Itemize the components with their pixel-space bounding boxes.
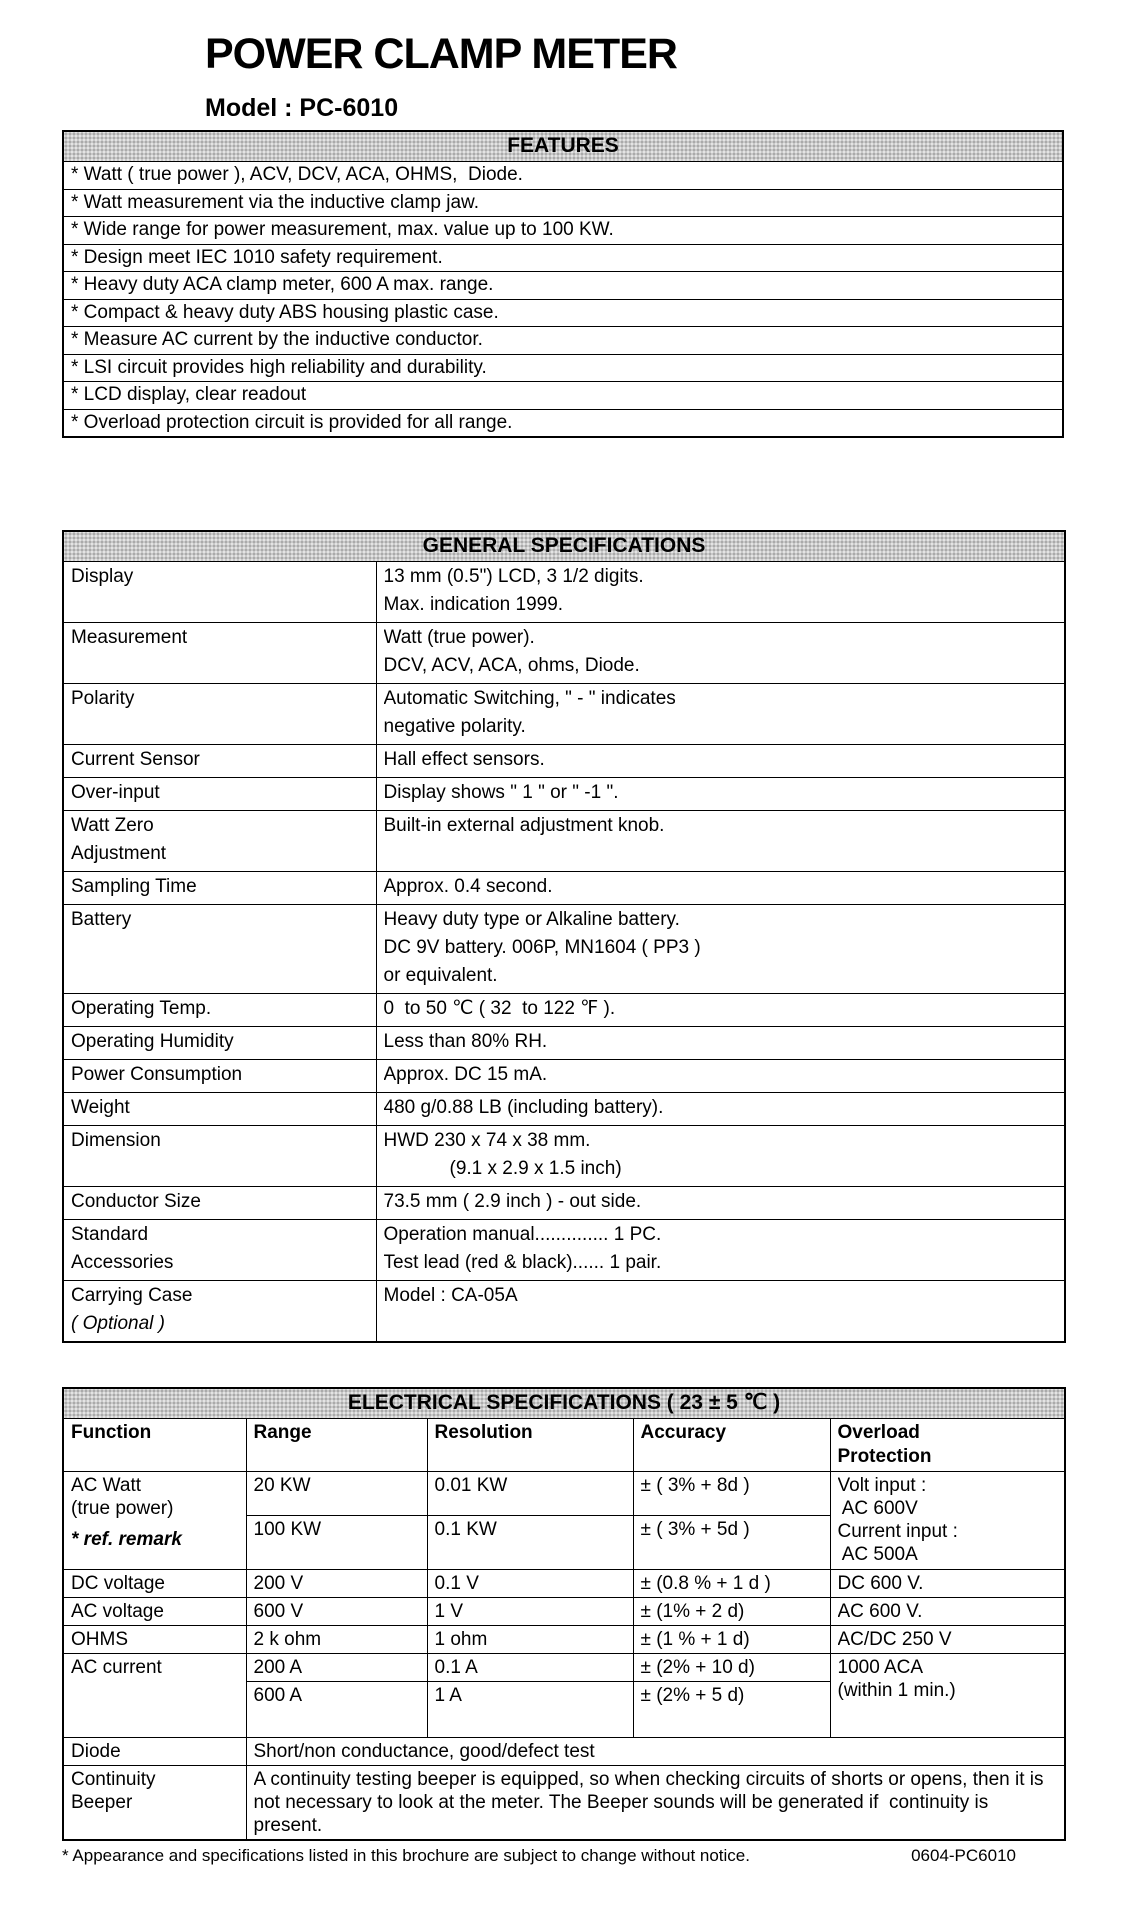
feature-item: * Watt ( true power ), ACV, DCV, ACA, OHMS, Diode. bbox=[63, 162, 1063, 190]
spec-label: Polarity bbox=[71, 688, 135, 709]
footnote-text: * Appearance and specifications listed in this brochure are subject to change without notice. bbox=[62, 1846, 750, 1865]
overload-cell-ac-current bbox=[830, 1654, 1065, 1738]
accuracy-value: ± (0.8 % + 1 d ) bbox=[640, 1573, 771, 1594]
feature-row bbox=[63, 327, 1063, 355]
range-value: 600 V bbox=[253, 1601, 304, 1622]
resolution-value: 1 A bbox=[434, 1685, 462, 1706]
feature-row bbox=[63, 409, 1063, 437]
feature-row bbox=[63, 299, 1063, 327]
spec-value-line: 480 g/0.88 LB (including battery). bbox=[383, 1097, 664, 1118]
overload-line: Volt input : bbox=[837, 1475, 927, 1496]
accuracy-value: ± (1% + 2 d) bbox=[640, 1601, 745, 1622]
feature-item: * Compact & heavy duty ABS housing plastic case. bbox=[63, 299, 1063, 327]
spec-label: Operating Humidity bbox=[71, 1031, 234, 1052]
feature-row bbox=[63, 162, 1063, 190]
overload-line: Current input : bbox=[837, 1521, 958, 1542]
general-header-row bbox=[63, 531, 1065, 562]
ref-remark: * ref. remark bbox=[71, 1529, 182, 1550]
electrical-specifications-table bbox=[62, 1387, 1066, 1841]
accuracy-value: ± (2% + 5 d) bbox=[640, 1685, 745, 1706]
column-header-overload-protection: Overload Protection bbox=[830, 1419, 1065, 1472]
spec-label: Weight bbox=[71, 1097, 130, 1118]
function-value: AC current bbox=[71, 1657, 162, 1678]
feature-item: * LCD display, clear readout bbox=[63, 382, 1063, 410]
spec-row-power-consumption bbox=[63, 1060, 1065, 1093]
model-subtitle: Model : PC-6010 bbox=[205, 94, 399, 122]
column-header-range: Range bbox=[246, 1419, 427, 1472]
column-header-accuracy: Accuracy bbox=[633, 1419, 830, 1472]
accuracy-value: ± (1 % + 1 d) bbox=[640, 1629, 750, 1650]
spec-label-optional: ( Optional ) bbox=[71, 1313, 165, 1334]
function-value: Diode bbox=[71, 1741, 121, 1762]
spec-value-line: Test lead (red & black)...... 1 pair. bbox=[383, 1252, 662, 1273]
spec-value-line: Approx. 0.4 second. bbox=[383, 876, 553, 897]
spec-value-line: or equivalent. bbox=[383, 965, 498, 986]
accuracy-value: ± ( 3% + 5d ) bbox=[640, 1519, 750, 1540]
column-header-function: Function bbox=[63, 1419, 246, 1472]
spec-label: Watt Zero Adjustment bbox=[71, 815, 167, 864]
overload-value: DC 600 V. bbox=[837, 1573, 924, 1594]
spec-row-conductor-size bbox=[63, 1187, 1065, 1220]
spec-label: Battery bbox=[71, 909, 132, 930]
spec-value-line: Max. indication 1999. bbox=[383, 594, 564, 615]
feature-row bbox=[63, 189, 1063, 217]
feature-item: * Watt measurement via the inductive clamp jaw. bbox=[63, 189, 1063, 217]
feature-item: * Overload protection circuit is provided for all range. bbox=[63, 409, 1063, 437]
spec-value-line: Automatic Switching, " - " indicates bbox=[383, 688, 676, 709]
spec-value-line: negative polarity. bbox=[383, 716, 526, 737]
resolution-value: 1 ohm bbox=[434, 1629, 488, 1650]
spec-value-line: Built-in external adjustment knob. bbox=[383, 815, 665, 836]
spec-value-line: 0 to 50 ℃ ( 32 to 122 ℉ ). bbox=[383, 998, 616, 1019]
resolution-value: 0.1 V bbox=[434, 1573, 479, 1594]
spec-row-polarity bbox=[63, 684, 1065, 745]
spec-label: Carrying Case bbox=[71, 1285, 193, 1306]
spec-value-line: Watt (true power). bbox=[383, 627, 535, 648]
feature-row bbox=[63, 272, 1063, 300]
continuity-description: A continuity testing beeper is equipped, so when checking circuits of shorts or opens, then it is not necessary to look at the meter. The Beeper sounds will be generated if continuity is present. bbox=[253, 1769, 1055, 1836]
spec-label: Measurement bbox=[71, 627, 188, 648]
spec-row-current-sensor bbox=[63, 745, 1065, 778]
resolution-value: 0.1 A bbox=[434, 1657, 478, 1678]
feature-item: * Design meet IEC 1010 safety requirement. bbox=[63, 244, 1063, 272]
spec-row-operating-temp bbox=[63, 994, 1065, 1027]
overload-value: AC 600 V. bbox=[837, 1601, 923, 1622]
spec-label: Current Sensor bbox=[71, 749, 200, 770]
spec-value-line: Hall effect sensors. bbox=[383, 749, 545, 770]
range-value: 100 KW bbox=[253, 1519, 322, 1540]
resolution-value: 0.1 KW bbox=[434, 1519, 497, 1540]
features-header-row bbox=[63, 131, 1063, 162]
spec-value-line: HWD 230 x 74 x 38 mm. bbox=[383, 1130, 591, 1151]
elec-row-ac-watt-20kw bbox=[63, 1472, 1065, 1516]
electrical-column-header-row bbox=[63, 1419, 1065, 1472]
range-value: 200 A bbox=[253, 1657, 303, 1678]
spec-row-weight bbox=[63, 1093, 1065, 1126]
spec-row-standard-accessories bbox=[63, 1220, 1065, 1281]
function-value: OHMS bbox=[71, 1629, 128, 1650]
spec-label: Power Consumption bbox=[71, 1064, 243, 1085]
function-line: (true power) bbox=[71, 1498, 174, 1519]
spec-label: Conductor Size bbox=[71, 1191, 201, 1212]
function-value: DC voltage bbox=[71, 1573, 165, 1594]
elec-row-ac-voltage bbox=[63, 1598, 1065, 1626]
spec-value-line: 13 mm (0.5") LCD, 3 1/2 digits. bbox=[383, 566, 644, 587]
spec-label: Dimension bbox=[71, 1130, 161, 1151]
resolution-value: 1 V bbox=[434, 1601, 464, 1622]
feature-row bbox=[63, 354, 1063, 382]
spec-value-line: (9.1 x 2.9 x 1.5 inch) bbox=[449, 1158, 622, 1179]
feature-item: * LSI circuit provides high reliability and durability. bbox=[63, 354, 1063, 382]
overload-line: 1000 ACA bbox=[837, 1657, 924, 1678]
function-cell-ac-current bbox=[63, 1654, 246, 1738]
spec-value-line: 73.5 mm ( 2.9 inch ) - out side. bbox=[383, 1191, 642, 1212]
elec-row-ohms bbox=[63, 1626, 1065, 1654]
feature-item: * Wide range for power measurement, max. value up to 100 KW. bbox=[63, 217, 1063, 245]
overload-line: AC 600V bbox=[837, 1498, 918, 1519]
spec-value-line: Model : CA-05A bbox=[383, 1285, 518, 1306]
document-code: 0604-PC6010 bbox=[911, 1846, 1016, 1865]
function-line: Continuity bbox=[71, 1769, 156, 1790]
electrical-header-row bbox=[63, 1388, 1065, 1419]
feature-row bbox=[63, 217, 1063, 245]
spec-row-watt-zero-adjustment bbox=[63, 811, 1065, 872]
spec-row-measurement bbox=[63, 623, 1065, 684]
function-line: AC Watt bbox=[71, 1475, 142, 1496]
overload-line: AC 500A bbox=[837, 1544, 918, 1565]
spec-value-line: DCV, ACV, ACA, ohms, Diode. bbox=[383, 655, 640, 676]
elec-row-ac-current-200a bbox=[63, 1654, 1065, 1682]
spec-value-line: Operation manual.............. 1 PC. bbox=[383, 1224, 662, 1245]
feature-row bbox=[63, 244, 1063, 272]
diode-description: Short/non conductance, good/defect test bbox=[253, 1741, 595, 1762]
spec-label: Standard Accessories bbox=[71, 1224, 174, 1273]
general-specifications-header: GENERAL SPECIFICATIONS bbox=[63, 531, 1065, 562]
accuracy-value: ± (2% + 10 d) bbox=[640, 1657, 755, 1678]
spec-label: Sampling Time bbox=[71, 876, 197, 897]
accuracy-value: ± ( 3% + 8d ) bbox=[640, 1475, 750, 1496]
function-line: Beeper bbox=[71, 1792, 133, 1813]
range-value: 20 KW bbox=[253, 1475, 311, 1496]
function-value: AC voltage bbox=[71, 1601, 164, 1622]
features-header: FEATURES bbox=[63, 131, 1063, 162]
feature-row bbox=[63, 382, 1063, 410]
spec-row-sampling-time bbox=[63, 872, 1065, 905]
features-table bbox=[62, 130, 1064, 438]
electrical-specifications-header: ELECTRICAL SPECIFICATIONS ( 23 ± 5 ℃ ) bbox=[63, 1388, 1065, 1419]
elec-row-continuity-beeper bbox=[63, 1766, 1065, 1841]
general-specifications-table bbox=[62, 530, 1066, 1343]
spec-value-line: Heavy duty type or Alkaline battery. bbox=[383, 909, 680, 930]
overload-cell-ac-watt bbox=[830, 1472, 1065, 1570]
overload-line: (within 1 min.) bbox=[837, 1680, 956, 1701]
spec-row-dimension bbox=[63, 1126, 1065, 1187]
spec-value-line: Display shows " 1 " or " -1 ". bbox=[383, 782, 619, 803]
spec-row-display bbox=[63, 562, 1065, 623]
page-title: POWER CLAMP METER bbox=[205, 30, 677, 78]
resolution-value: 0.01 KW bbox=[434, 1475, 508, 1496]
spec-label: Operating Temp. bbox=[71, 998, 212, 1019]
range-value: 2 k ohm bbox=[253, 1629, 322, 1650]
column-header-resolution: Resolution bbox=[427, 1419, 633, 1472]
spec-value-line: DC 9V battery. 006P, MN1604 ( PP3 ) bbox=[383, 937, 701, 958]
spec-row-carrying-case bbox=[63, 1281, 1065, 1343]
feature-item: * Measure AC current by the inductive conductor. bbox=[63, 327, 1063, 355]
elec-row-dc-voltage bbox=[63, 1570, 1065, 1598]
function-cell-ac-watt bbox=[63, 1472, 246, 1570]
spec-row-over-input bbox=[63, 778, 1065, 811]
elec-row-diode bbox=[63, 1738, 1065, 1766]
feature-item: * Heavy duty ACA clamp meter, 600 A max. range. bbox=[63, 272, 1063, 300]
overload-value: AC/DC 250 V bbox=[837, 1629, 952, 1650]
spec-label: Over-input bbox=[71, 782, 160, 803]
spec-value-line: Less than 80% RH. bbox=[383, 1031, 548, 1052]
range-value: 200 V bbox=[253, 1573, 304, 1594]
spec-row-operating-humidity bbox=[63, 1027, 1065, 1060]
spec-row-battery bbox=[63, 905, 1065, 994]
spec-label: Display bbox=[71, 566, 134, 587]
range-value: 600 A bbox=[253, 1685, 303, 1706]
spec-value-line: Approx. DC 15 mA. bbox=[383, 1064, 548, 1085]
footnote bbox=[62, 1841, 1064, 1867]
